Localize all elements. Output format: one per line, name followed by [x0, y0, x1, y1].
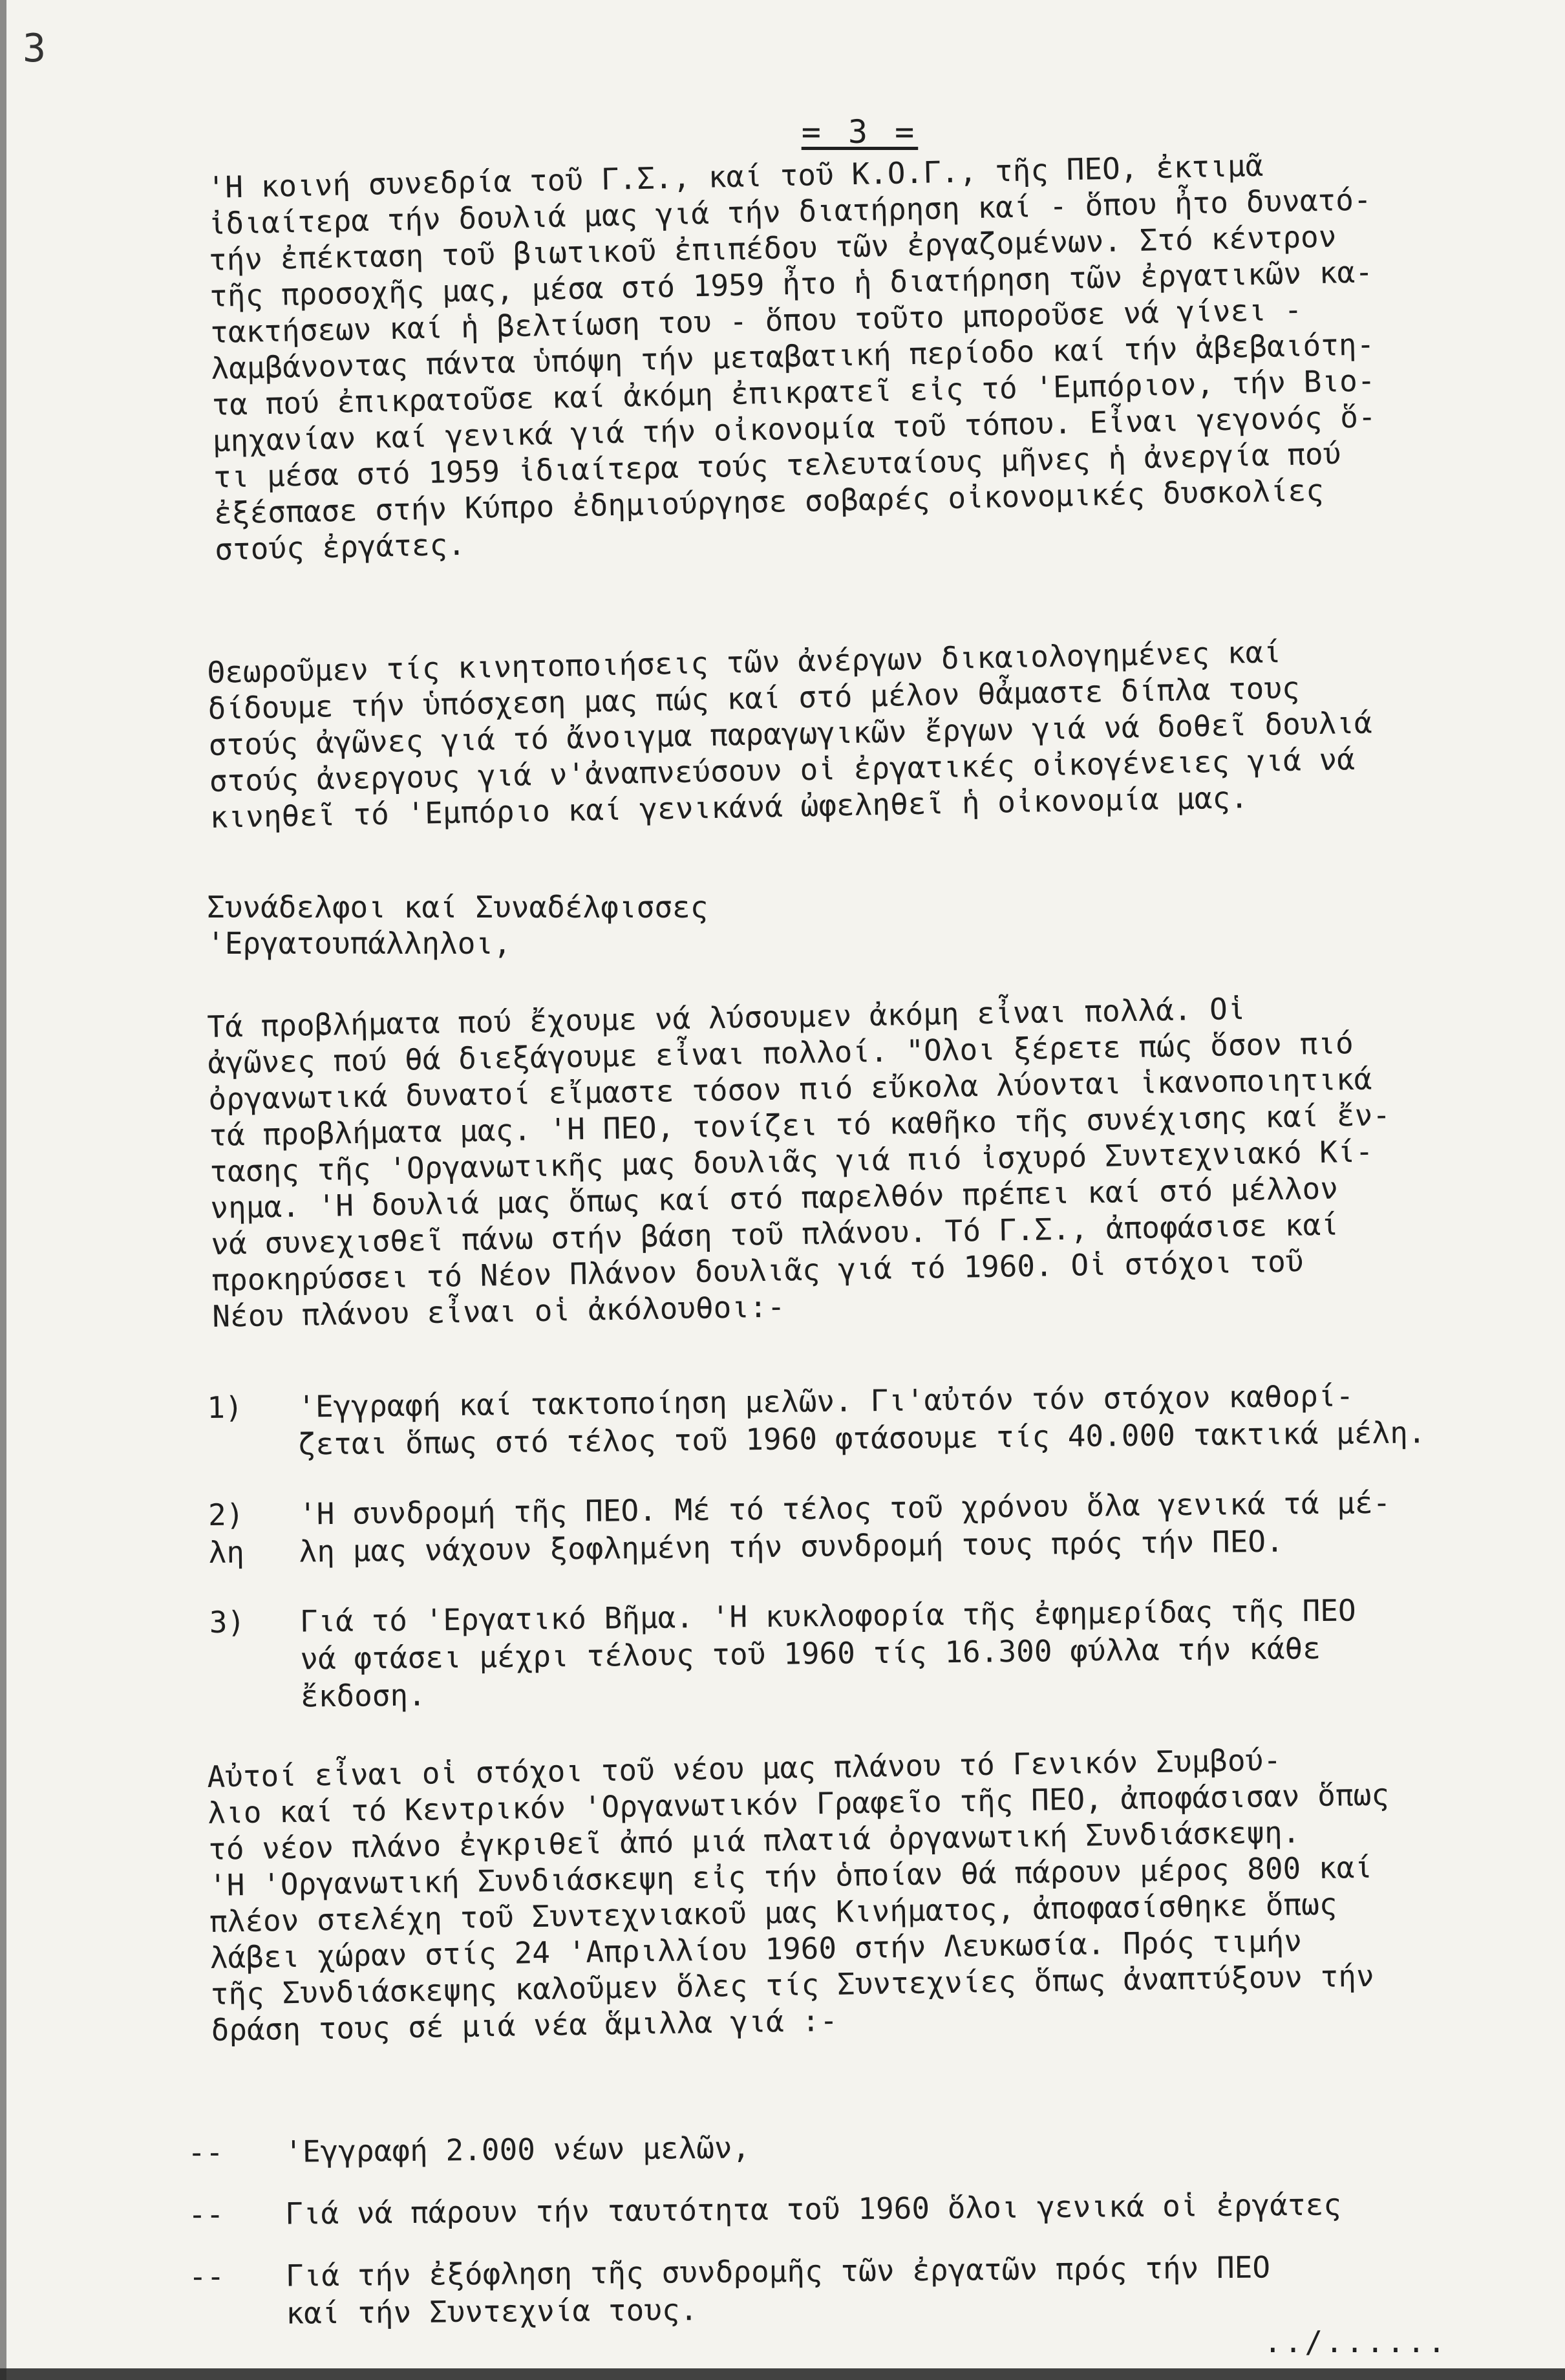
list-item	[189, 2246, 1547, 2333]
continuation-mark: ../......	[1264, 2324, 1449, 2359]
list-item-text: 'Η συνδρομή τῆς ΠΕΟ. Μέ τό τέλος τοῦ χρόνου ὅλα γενικά τά μέ- λη μας νάχουν ξοφλημένη τήν συνδρομή τους πρός τήν ΠΕΟ.	[298, 1485, 1391, 1569]
targets-list	[207, 1375, 1536, 1748]
list-item-dash: --	[187, 2134, 224, 2170]
list-item-text: Γιά νά πάρουν τήν ταυτότητα τοῦ 1960 ὅλοι γενικά οἱ ἐργάτες	[284, 2187, 1342, 2231]
salutation	[207, 889, 708, 961]
page-number: = 3 =	[801, 113, 919, 151]
list-item	[187, 2122, 1545, 2171]
scan-edge-shadow	[0, 0, 6, 2380]
paragraph-3: Τά προβλήματα πού ἔχουμε νά λύσουμεν ἀκόμη εἶναι πολλά. Οἱ ἀγῶνες πού θά διεξάγουμε εἶναι πολλοί. "Ολοι ξέρετε πώς ὅσον πιό ὀργανωτικά δυνατοί εἴμαστε τόσον πιό εὔκολα λύονται ἱκανοποιητικά τά προβλήματα μας. 'Η ΠΕΟ, τονίζει τό καθῆκο τῆς συνέχισης καί ἔν- τασης τῆς 'Οργανωτικῆς μας δουλιᾶς γιά πιό ἰσχυρό Συντεχνιακό Κί- νημα. 'Η δουλιά μας ὅπως καί στό παρελθόν πρέπει καί στό μέλλον νά συνεχισθεῖ πάνω στήν βάση τοῦ πλάνου. Τό Γ.Σ., ἀποφάσισε καί προκηρύσσει τό Νέον Πλάνον δουλιᾶς γιά τό 1960. Οἱ στόχοι τοῦ Νέου πλάνου εἶναι οἱ ἀκόλουθοι:-	[207, 991, 1391, 1334]
scan-bottom-edge	[0, 2368, 1565, 2380]
salutation-line-2: 'Εργατουπάλληλοι,	[207, 926, 511, 961]
list-item-text: 'Εγγραφή καί τακτοποίηση μελῶν. Γι'αὐτόν τόν στόχον καθορί- ζεται ὅπως στό τέλος τοῦ 1960 φτάσουμε τίς 40.000 τακτικά μέλη.	[297, 1378, 1426, 1462]
list-item	[188, 2184, 1546, 2233]
paragraph-4: Αὐτοί εἶναι οἱ στόχοι τοῦ νέου μας πλάνου τό Γενικόν Συμβού- λιο καί τό Κεντρικόν 'Οργανωτικόν Γραφεῖο τῆς ΠΕΟ, ἀποφάσισαν ὅπως τό νέον πλάνο ἐγκριθεῖ ἀπό μιά πλατιά ὀργανωτική Συνδιάσκεψη. 'Η 'Οργανωτική Συνδιάσκεψη εἰς τήν ὁποίαν θά πάρουν μέρος 800 καί πλέον στελέχη τοῦ Συντεχνιακοῦ μας Κινήματος, ἀποφασίσθηκε ὅπως λάβει χώραν στίς 24 'Απριλλίου 1960 στήν Λευκωσία. Πρός τιμήν τῆς Συνδιάσκεψης καλοῦμεν ὅλες τίς Συντεχνίες ὅπως ἀναπτύξουν τήν δράση τους σέ μιά νέα ἅμιλλα γιά :-	[207, 1742, 1390, 2048]
salutation-line-1: Συνάδελφοι καί Συναδέλφισσες	[207, 890, 708, 925]
paragraph-2: Θεωροῦμεν τίς κινητοποιήσεις τῶν ἀνέργων δικαιολογημένες καί δίδουμε τήν ὑπόσχεση μας πώς καί στό μέλον θἆμαστε δίπλα τους στούς ἀγῶνες γιά τό ἄνοιγμα παραγωγικῶν ἔργων γιά νά δοθεῖ δουλιά στούς ἀνεργους γιά ν'ἀναπνεύσουν οἱ ἐργατικές οἰκογένειες γιά νά κινηθεῖ τό 'Εμπόριο καί γενικάνά ὠφεληθεῖ ἡ οἰκονομία μας.	[207, 634, 1373, 835]
list-item-text: Γιά τό 'Εργατικό Βῆμα. 'Η κυκλοφορία τῆς ἐφημερίδας τῆς ΠΕΟ νά φτάσει μέχρι τέλους τοῦ 1960 τίς 16.300 φύλλα τήν κάθε ἔκδοση.	[299, 1592, 1356, 1714]
list-item-dash: --	[188, 2258, 225, 2294]
list-item-text: Γιά τήν ἐξόφληση τῆς συνδρομῆς τῶν ἐργατῶν πρός τήν ΠΕΟ καί τήν Συντεχνία τους.	[285, 2249, 1271, 2331]
list-item	[207, 1375, 1533, 1464]
list-item	[208, 1483, 1534, 1571]
list-item-dash: --	[187, 2196, 224, 2232]
list-item-number: 3)	[209, 1604, 246, 1640]
margin-mark: 3	[23, 26, 47, 71]
list-item-number: 2) λη	[208, 1497, 245, 1570]
emulation-list	[187, 2122, 1547, 2357]
list-item-number: 1)	[207, 1389, 243, 1425]
paragraph-1: 'Η κοινή συνεδρία τοῦ Γ.Σ., καί τοῦ Κ.Ο.Γ., τῆς ΠΕΟ, ἐκτιμᾶ ἰδιαίτερα τήν δουλιά μας γιά τήν διατήρηση καί - ὅπου ἦτο δυνατό- τήν ἐπέκταση τοῦ βιωτικοῦ ἐπιπέδου τῶν ἐργαζομένων. Στό κέντρον τῆς προσοχῆς μας, μέσα στό 1959 ἦτο ἡ διατήρηση τῶν ἐργατικῶν κα- τακτήσεων καί ἡ βελτίωση του - ὅπου τοῦτο μποροῦσε νά γίνει - λαμβάνοντας πάντα ὑπόψη τήν μεταβατική περίοδο καί τήν ἀβεβαιότη- τα πού ἐπικρατοῦσε καί ἀκόμη ἐπικρατεῖ εἰς τό 'Εμπόριον, τήν Βιο- μηχανίαν καί γενικά γιά τήν οἰκονομία τοῦ τόπου. Εἶναι γεγονός ὅ- τι μέσα στό 1959 ἰδιαίτερα τούς τελευταίους μῆνες ἡ ἀνεργία πού ἐξέσπασε στήν Κύπρο ἐδημιούργησε σοβαρές οἰκονομικές δυσκολίες στούς ἐργάτες.	[207, 147, 1377, 567]
list-item	[209, 1590, 1535, 1716]
list-item-text: 'Εγγραφή 2.000 νέων μελῶν,	[284, 2130, 751, 2169]
